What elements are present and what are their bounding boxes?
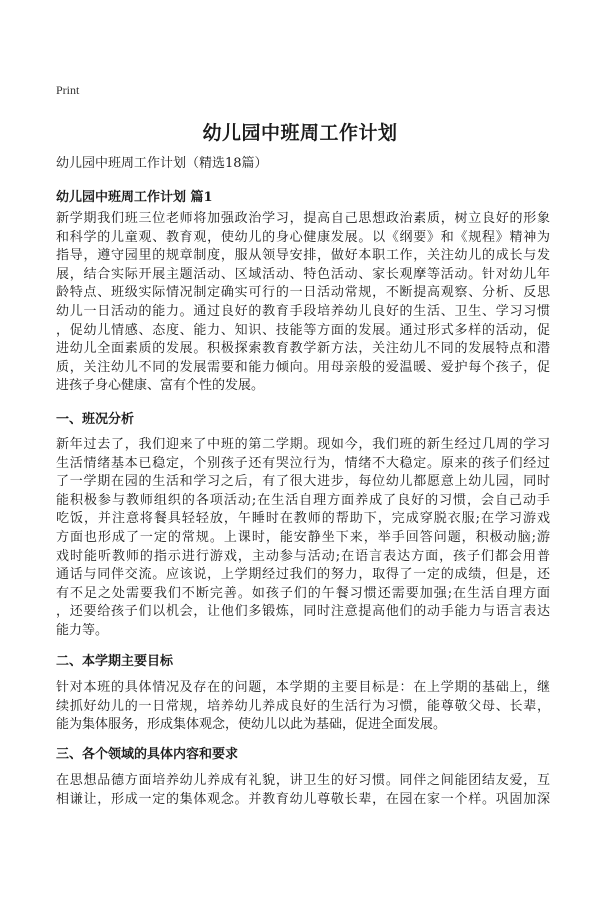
text-line: 进孩子身心健康、富有个性的发展。: [56, 378, 265, 394]
text-line: 进幼儿全面素质的发展。积极探索教育教学新方法，关注幼儿不同的发展特点和潜: [56, 341, 550, 357]
text-line: 了一学期在园的生活和学习之后，有了很大进步，每位幼儿都愿意上幼儿园，同时: [56, 474, 550, 490]
text-line: 方面也形成了一定的常规。上课时，能安静坐下来，举手回答问题，积极动脑;游: [56, 529, 550, 545]
text-line: 龄特点、班级实际情况制定确实可行的一日活动常规，不断提高观察、分析、反思: [56, 285, 550, 301]
section-heading-1: 一、班况分析: [56, 412, 135, 427]
text-line: 幼儿一日活动的能力。通过良好的教育手段培养幼儿良好的生活、卫生、学习习惯: [56, 303, 550, 319]
text-line: 在思想品德方面培养幼儿养成有礼貌，讲卫生的好习惯。同伴之间能团结友爱，互: [56, 773, 550, 788]
text-line: ，促幼儿情感、态度、能力、知识、技能等方面的发展。通过形式多样的活动，促: [56, 322, 550, 338]
text-line: 吃饭，并注意将餐具轻轻放，午睡时在教师的帮助下，完成穿脱衣服;在学习游戏: [56, 511, 550, 527]
text-line: 新年过去了，我们迎来了中班的第二学期。现如今，我们班的新生经过几周的学习: [56, 437, 550, 452]
text-line: 能为集体服务，形成集体观念，使幼儿以此为基础，促进全面发展。: [56, 717, 447, 733]
article-heading: 幼儿园中班周工作计划 篇1: [56, 190, 213, 205]
text-line: 通话与同伴交流。应该说，上学期经过我们的努力，取得了一定的成绩，但是，还: [56, 567, 550, 583]
section-heading-3: 三、各个领域的具体内容和要求: [56, 747, 239, 762]
text-line: 质，关注幼儿不同的发展需要和能力倾向。用母亲般的爱温暖、爱护每个孩子，促: [56, 359, 550, 375]
page-title: 幼儿园中班周工作计划: [202, 122, 398, 144]
text-line: 生活情绪基本已稳定，个别孩子还有哭泣行为，情绪不大稳定。原来的孩子们经过: [56, 455, 550, 471]
text-line: 能积极参与教师组织的各项活动;在生活自理方面养成了良好的习惯，会自己动手: [56, 492, 550, 508]
text-line: 针对本班的具体情况及存在的问题，本学期的主要目标是：在上学期的基础上，继: [56, 680, 550, 695]
intro-paragraph: [56, 210, 550, 396]
subtitle: 幼儿园中班周工作计划（精选18篇）: [56, 156, 268, 171]
text-line: 新学期我们班三位老师将加强政治学习，提高自己思想政治素质，树立良好的形象: [56, 211, 550, 226]
text-line: 续抓好幼儿的一日常规，培养幼儿养成良好的生活行为习惯，能尊敬父母、长辈，: [56, 698, 550, 714]
text-line: 戏时能听教师的指示进行游戏，主动参与活动;在语言表达方面，孩子们都会用普: [56, 548, 550, 564]
section-heading-2: 二、本学期主要目标: [56, 654, 174, 669]
section3-paragraph: [56, 772, 550, 809]
text-line: 和科学的儿童观、教育观，使幼儿的身心健康发展。以《纲要》和《规程》精神为: [56, 229, 550, 245]
text-line: 相谦让，形成一定的集体观念。并教育幼儿尊敬长辈，在园在家一个样。巩固加深: [56, 791, 550, 807]
text-line: 有不足之处需要我们不断完善。如孩子们的午餐习惯还需要加强;在生活自理方面: [56, 585, 550, 601]
text-line: 能力等。: [56, 622, 109, 638]
text-line: 展，结合实际开展主题活动、区域活动、特色活动、家长观摩等活动。针对幼儿年: [56, 266, 550, 282]
section2-paragraph: [56, 679, 550, 735]
text-line: 指导，遵守园里的规章制度，服从领导安排，做好本职工作，关注幼儿的成长与发: [56, 248, 550, 264]
section1-paragraph: [56, 436, 550, 641]
text-line: ，还要给孩子们以机会，让他们多锻炼，同时注意提高他们的动手能力与语言表达: [56, 604, 550, 620]
print-link[interactable]: Print: [56, 83, 80, 97]
